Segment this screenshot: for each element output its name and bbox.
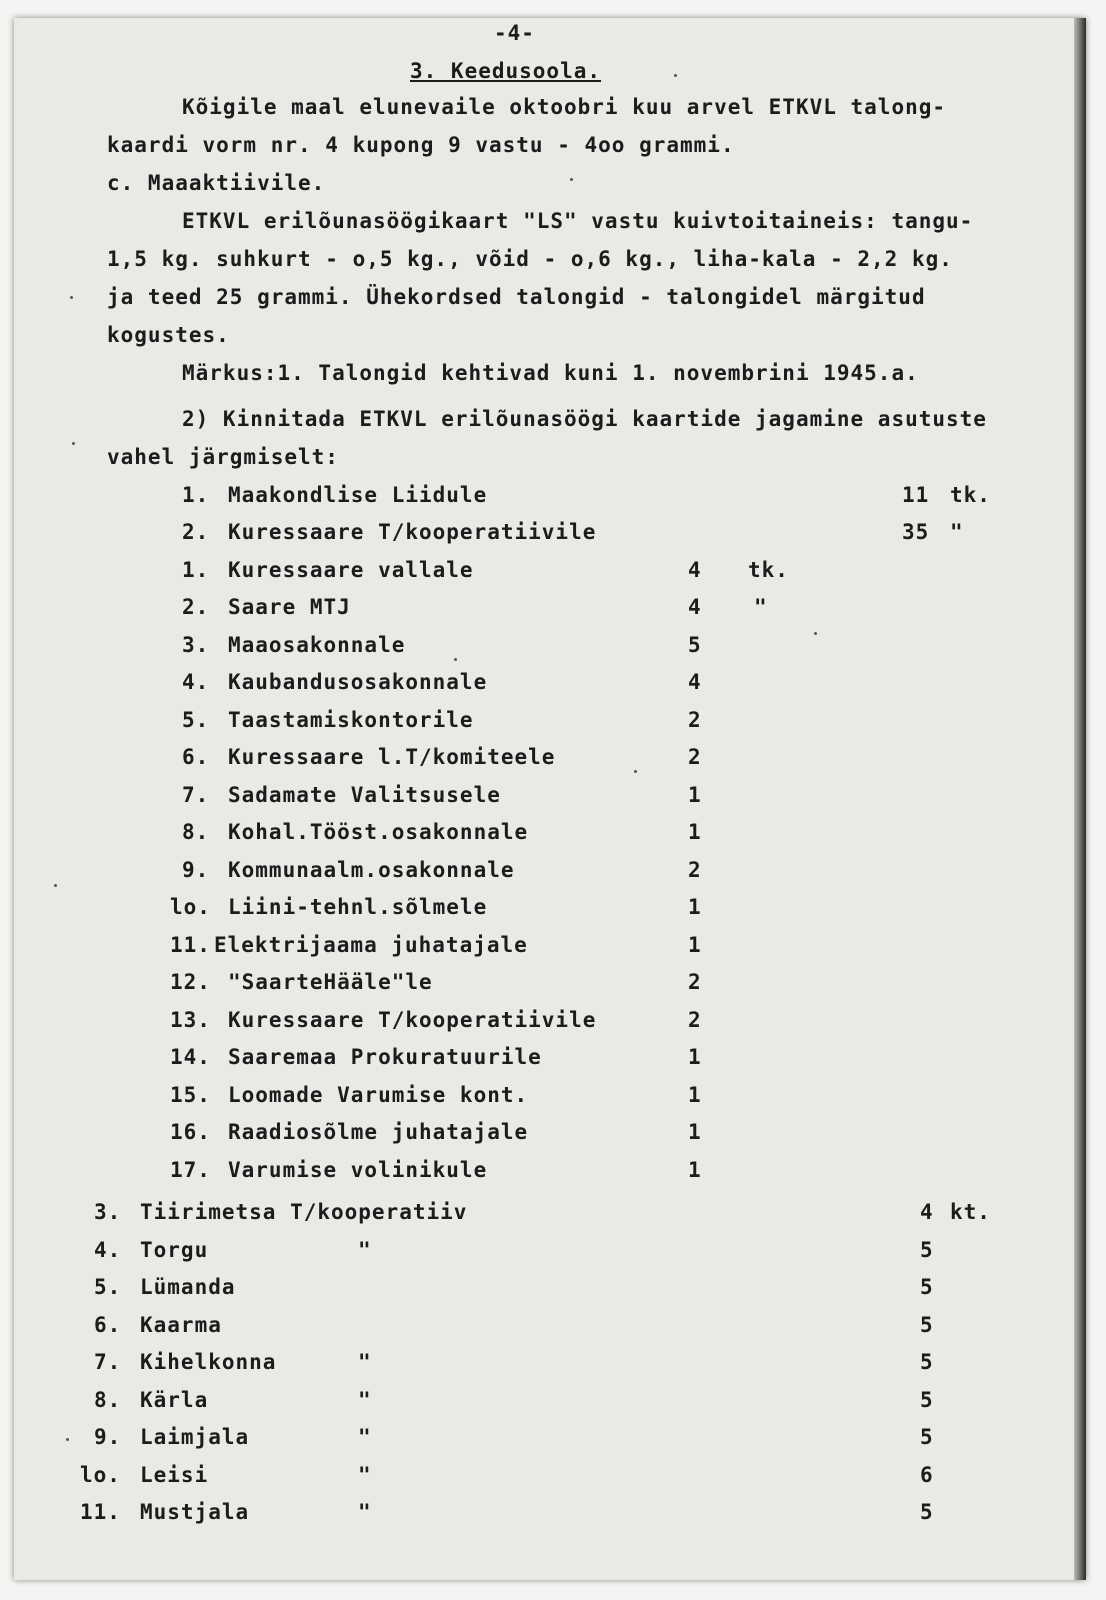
list-item-name: Kuressaare T/kooperatiivile — [228, 1008, 597, 1032]
list-item-number: 11. — [170, 933, 211, 957]
paper-speck — [66, 1438, 69, 1441]
list-item-name: Kihelkonna — [140, 1350, 277, 1374]
list-item-number: 8. — [94, 1388, 122, 1412]
list-item-name: Mustjala — [140, 1500, 250, 1524]
list-item-name: Kuressaare l.T/komiteele — [228, 745, 556, 769]
list-item-name: Laimjala — [140, 1425, 250, 1449]
list-item-count: 5 — [920, 1425, 934, 1449]
list-item-unit: tk. — [748, 558, 789, 582]
note-line: Märkus:1. Talongid kehtivad kuni 1. novembrini 1945.a. — [182, 361, 919, 385]
list-item-name: Kaubandusosakonnale — [228, 670, 488, 694]
paper-speck — [70, 296, 73, 299]
list-item-name: Tiirimetsa T/kooperatiiv — [140, 1200, 468, 1224]
paragraph-line: 1,5 kg. suhkurt - o,5 kg., võid - o,6 kg., liha-kala - 2,2 kg. — [107, 247, 953, 271]
list-item-count: 1 — [688, 1045, 702, 1069]
ditto-mark: " — [358, 1425, 372, 1449]
paper-speck — [814, 632, 817, 635]
list-item-count: 5 — [920, 1388, 934, 1412]
ditto-mark: " — [358, 1500, 372, 1524]
list-item-number: 17. — [170, 1158, 211, 1182]
list-item-name: Varumise volinikule — [228, 1158, 488, 1182]
list-item-name: Maaosakonnale — [228, 633, 406, 657]
list-item-count: 1 — [688, 933, 702, 957]
paper-speck — [72, 442, 75, 445]
list-item-count: 1 — [688, 895, 702, 919]
list-item-name: Elektrijaama juhatajale — [214, 933, 528, 957]
list-item-name: Kommunaalm.osakonnale — [228, 858, 515, 882]
list-item-number: 11. — [80, 1500, 121, 1524]
list-item-count: 2 — [688, 858, 702, 882]
page-number: -4- — [494, 21, 535, 45]
list-item-number: 5. — [182, 708, 210, 732]
list-item-count: 4 — [688, 558, 702, 582]
section-title: 3. Keedusoola. — [410, 59, 602, 83]
list-item-number: 3. — [182, 633, 210, 657]
list-item-count: 4 — [688, 595, 702, 619]
ditto-mark: " — [358, 1463, 372, 1487]
paragraph-line: vahel järgmiselt: — [107, 445, 339, 469]
list-item-count: 5 — [920, 1275, 934, 1299]
list-item-unit: kt. — [950, 1200, 991, 1224]
paper-speck — [634, 770, 637, 773]
list-item-name: Kuressaare vallale — [228, 558, 474, 582]
list-item-count: 5 — [920, 1350, 934, 1374]
list-item-number: 7. — [182, 783, 210, 807]
paragraph-line: kaardi vorm nr. 4 kupong 9 vastu - 4oo grammi. — [107, 133, 735, 157]
list-item-name: Maakondlise Liidule — [228, 483, 488, 507]
list-item-count: 1 — [688, 1158, 702, 1182]
list-item-count: 4 — [920, 1200, 934, 1224]
list-item-number: 2. — [182, 520, 210, 544]
list-item-unit: " — [754, 595, 768, 619]
list-item-name: Torgu — [140, 1238, 209, 1262]
paper-speck — [674, 74, 677, 77]
paragraph-line: 2) Kinnitada ETKVL erilõunasöögi kaartide jagamine asutuste — [182, 407, 987, 431]
ditto-mark: " — [358, 1350, 372, 1374]
list-item-name: Kaarma — [140, 1313, 222, 1337]
paragraph-line: ETKVL erilõunasöögikaart "LS" vastu kuivtoitaineis: tangu- — [182, 209, 974, 233]
subsection-heading: c. Maaaktiivile. — [107, 171, 326, 195]
paper-speck — [570, 178, 573, 181]
list-item-name: Kohal.Tööst.osakonnale — [228, 820, 529, 844]
list-item-count: 5 — [920, 1313, 934, 1337]
list-item-count: 11 — [902, 483, 930, 507]
list-item-number: 1. — [182, 483, 210, 507]
list-item-name: Loomade Varumise kont. — [228, 1083, 529, 1107]
ditto-mark: " — [358, 1238, 372, 1262]
list-item-count: 1 — [688, 783, 702, 807]
list-item-unit: tk. — [950, 483, 991, 507]
list-item-name: Raadiosõlme juhatajale — [228, 1120, 529, 1144]
paragraph-line: kogustes. — [107, 323, 230, 347]
list-item-number: lo. — [170, 895, 211, 919]
paragraph-line: Kõigile maal elunevaile oktoobri kuu arvel ETKVL talong- — [182, 95, 947, 119]
list-item-name: Kuressaare T/kooperatiivile — [228, 520, 597, 544]
list-item-number: 2. — [182, 595, 210, 619]
list-item-number: 9. — [94, 1425, 122, 1449]
list-item-number: 6. — [182, 745, 210, 769]
list-item-count: 2 — [688, 1008, 702, 1032]
list-item-name: Saare MTJ — [228, 595, 351, 619]
list-item-number: 9. — [182, 858, 210, 882]
list-item-name: Leisi — [140, 1463, 209, 1487]
list-item-number: 7. — [94, 1350, 122, 1374]
paragraph-line: ja teed 25 grammi. Ühekordsed talongid - talongidel märgitud — [107, 285, 926, 309]
list-item-count: 5 — [920, 1500, 934, 1524]
list-item-count: 2 — [688, 708, 702, 732]
list-item-number: 16. — [170, 1120, 211, 1144]
list-item-number: 1. — [182, 558, 210, 582]
list-item-name: Sadamate Valitsusele — [228, 783, 501, 807]
list-item-name: Liini-tehnl.sõlmele — [228, 895, 488, 919]
list-item-count: 4 — [688, 670, 702, 694]
list-item-name: Saaremaa Prokuratuurile — [228, 1045, 542, 1069]
document-page — [14, 18, 1086, 1580]
list-item-count: 1 — [688, 1083, 702, 1107]
list-item-count: 1 — [688, 1120, 702, 1144]
list-item-number: 5. — [94, 1275, 122, 1299]
list-item-count: 5 — [688, 633, 702, 657]
list-item-name: "SaarteHääle"le — [228, 970, 433, 994]
list-item-number: 4. — [182, 670, 210, 694]
list-item-name: Kärla — [140, 1388, 209, 1412]
paper-speck — [454, 658, 457, 661]
list-item-number: lo. — [80, 1463, 121, 1487]
list-item-name: Lümanda — [140, 1275, 236, 1299]
list-item-count: 6 — [920, 1463, 934, 1487]
list-item-count: 2 — [688, 745, 702, 769]
list-item-unit: " — [950, 520, 964, 544]
list-item-number: 4. — [94, 1238, 122, 1262]
paper-speck — [54, 884, 57, 887]
list-item-number: 3. — [94, 1200, 122, 1224]
list-item-name: Taastamiskontorile — [228, 708, 474, 732]
list-item-number: 13. — [170, 1008, 211, 1032]
list-item-number: 6. — [94, 1313, 122, 1337]
list-item-number: 14. — [170, 1045, 211, 1069]
list-item-count: 35 — [902, 520, 930, 544]
ditto-mark: " — [358, 1388, 372, 1412]
list-item-count: 5 — [920, 1238, 934, 1262]
list-item-count: 2 — [688, 970, 702, 994]
list-item-number: 15. — [170, 1083, 211, 1107]
list-item-number: 8. — [182, 820, 210, 844]
list-item-number: 12. — [170, 970, 211, 994]
list-item-count: 1 — [688, 820, 702, 844]
